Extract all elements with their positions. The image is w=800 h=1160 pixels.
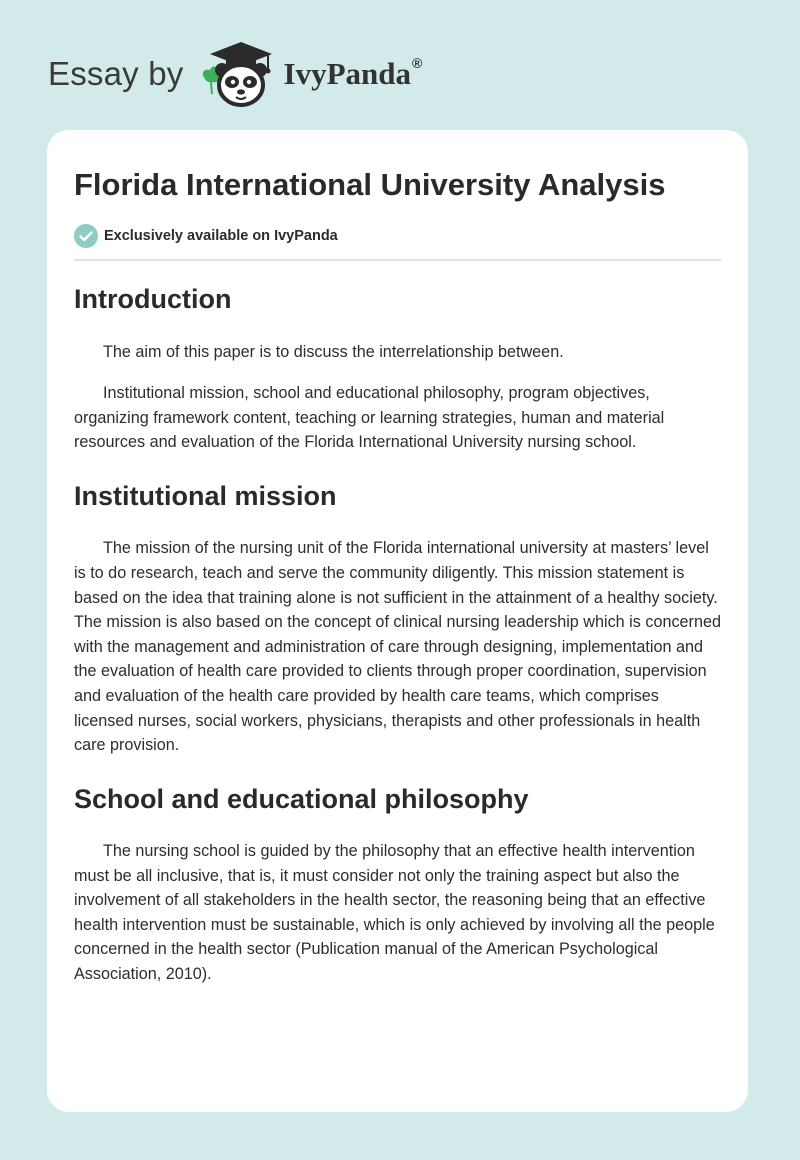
site-header-logo[interactable] xyxy=(48,36,422,110)
title-divider xyxy=(74,259,721,261)
check-circle-icon xyxy=(74,224,98,248)
paragraph: The mission of the nursing unit of the Florida international university at masters’ level is to do research, teach and serve the community diligently. This mission statement is based on the idea that training alone is not sufficient in the attainment of a healthy society. The mission is also based on the concept of clinical nursing leadership which is concerned with the management and administration of care through designing, implementation and the evaluation of health care provided to clients through proper coordination, supervision and evaluation of the health care provided by health care teams, which comprises licensed nurses, social workers, physicians, therapists and other professionals in health care provision. xyxy=(74,539,721,755)
paragraph: Institutional mission, school and educational philosophy, program objectives, organizing framework content, teaching or learning strategies, human and material resources and evaluation of the Florida International University nursing school. xyxy=(74,384,665,452)
section-heading-introduction: Introduction xyxy=(74,284,232,315)
exclusive-badge xyxy=(74,223,721,249)
brand-prefix: Essay by xyxy=(48,54,184,92)
page-title: Florida International University Analysis xyxy=(74,167,666,202)
brand-name: IvyPanda® xyxy=(283,54,423,91)
panda-graduate-icon xyxy=(198,36,280,110)
section-heading-school-philosophy: School and educational philosophy xyxy=(74,783,529,814)
badge-label: Exclusively available on IvyPanda xyxy=(104,228,338,245)
paragraph: The nursing school is guided by the philosophy that an effective health intervention must be all inclusive, that is, it must consider not only the training aspect but also the involvement of all stakeholders in the health sector, the reasoning being that an effective health intervention must be sustainable, which is only achieved by involving all the people concerned in the health sector (Publication manual of the American Psychological Association, 2010). xyxy=(74,842,715,984)
essay-card xyxy=(47,130,748,1112)
paragraph: The aim of this paper is to discuss the interrelationship between. xyxy=(103,342,564,361)
section-heading-institutional-mission: Institutional mission xyxy=(74,480,337,511)
